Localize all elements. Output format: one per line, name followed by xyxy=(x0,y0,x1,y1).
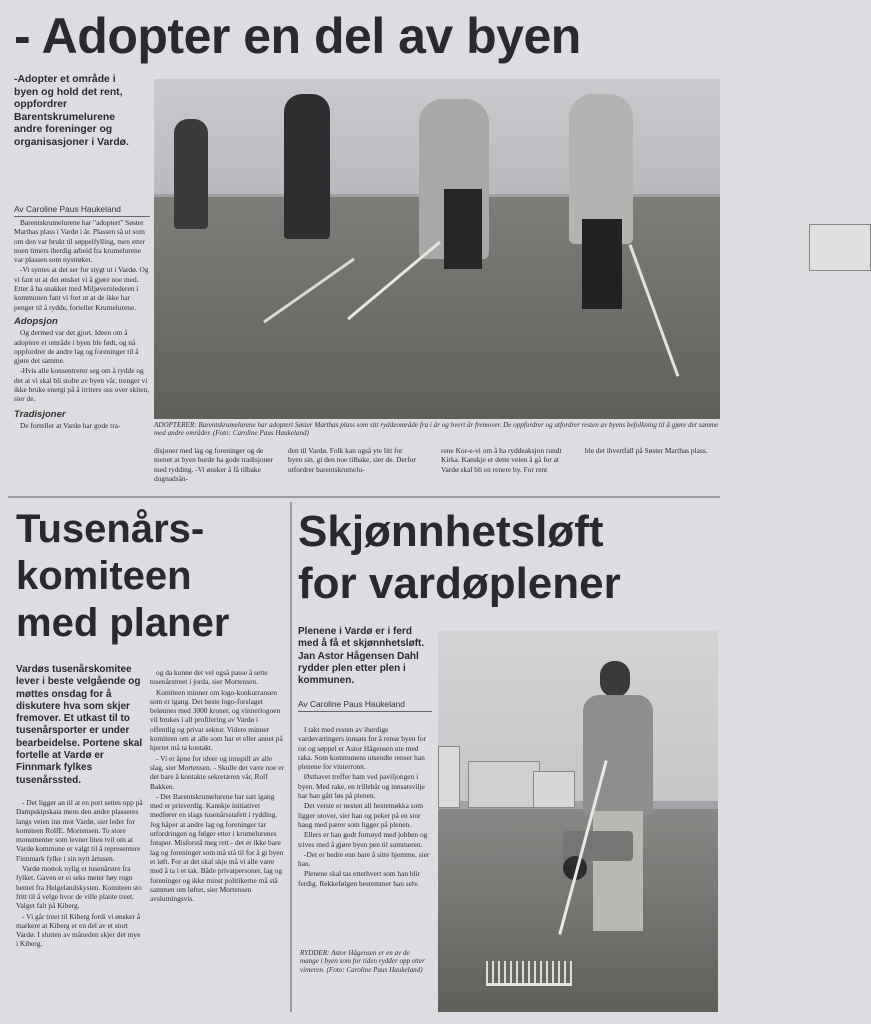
article2-paragraph: og da kunne det vel også passe å sette tusenårstreet i jorda, sier Mortensen. xyxy=(150,668,268,687)
article2-lead: Vardøs tusenårskomitee lever i beste velgående og møttes onsdag for å diskutere hva som skjer fremover. Et utkast til to tusenårsporter er under bearbeidelse. Portene skal fortelle at Vardø er Finnmark fylkes tusenårssted. xyxy=(16,664,143,786)
article1-paragraph: -Hvis alle konsentrerer seg om å rydde og det at vi skal bli stolte av byen vår, trenger vi ikke bruke energi på å irritere oss over skiten, sier de. xyxy=(14,366,150,404)
article2-paragraph: - Vi går treet til Kiberg fordi vi ønsker å markere at Kiberg er en del av et stort Vardø. I slutten av måneden skjer det mye i Kiberg, xyxy=(16,911,141,949)
article2-paragraph: - Det Barentskrumelurene har satt igang med er prisverdig. Kanskje initiativet medfører en slags tusenårsstafett i rydding. Jeg håper at andre lag og foreninger tar utfordringen og følger etter i krumelurenes fotspor. Misforstå meg rett - det er ikke bare lag og foreninger som må stå til for å gi byen et løft. For at det skal skje må vi alle være med å ta i et tak. Både privatpersoner, lag og foreninger og ikke minst politikerne må stå sammen om løftet, sier Mortensen avslutningsvis. xyxy=(150,791,284,904)
article3-byline: Av Caroline Paus Haukeland xyxy=(298,699,432,712)
article1-byline: Av Caroline Paus Haukeland xyxy=(14,204,150,217)
article2-paragraph: - Det ligger an til at en port settes opp på Dampskipskaia mens den andre plasseres langs veien inn mot Vardø, sier leder for komiteen RolfE. Mortensen. To store monumenter som levner liten tvil om at Vardø kommune er valgt til å representere Finnmark fylke i sin nytt årtusen. xyxy=(16,798,143,863)
article1-paragraph: Barentskrumelurene har "adoptert" Søster Marthas plass i Vardø i år. Plassen så ut som om den var brukt til søppelfylling, men etter noen timers iherdig arbeid fra krumelurene var plassen som nystrøket. xyxy=(14,218,145,265)
article3-headline xyxy=(298,506,722,610)
article3-paragraph: Plenene skal tas etterhvert som han blir ferdig. Rekkefølgen bestemmer han selv. xyxy=(298,869,421,888)
article1-photo-caption: ADOPTERER: Barentskrumelurene har adoptert Søster Marthas plass som sitt ryddeområde fra i år og hvert år fremover. De oppfordrer og utfordrer resten av byens befolkning til å gjøre det samme med andre områder. (Foto: Caroline Paus Haukeland) xyxy=(154,421,719,438)
article2-column-2 xyxy=(150,668,284,1013)
article3-paragraph: -Det er bedre enn bare å sitte hjemme, sier han. xyxy=(298,849,430,869)
article2-paragraph: Komiteen minner om logo-konkurransen som er igang. Det beste logo-forslaget belønnes med 3000 kroner, og vinnerlogoen vil brukes i all profilering av Vardø i offentlig og privat sektor. Videre minner komiteen om at alle som har et eller annet på hjertet må ta kontakt. xyxy=(150,687,283,753)
article2-column-1 xyxy=(16,798,144,1004)
article1-subhead-adopsjon: Adopsjon xyxy=(14,315,58,327)
article2-headline-line: Tusenårs- xyxy=(16,507,205,551)
article2-paragraph: Vardø mottok nylig et tusenårstre fra fylket. Gaven er ei seks meter høy rogn hentet fra Helgelandskysten. Komiteen sto fritt til å velge hvor de ville plante treet. Valget falt på Kiberg. xyxy=(16,864,142,911)
article2-paragraph: - Vi er åpne for ideer og innspill av alle slag, sier Mortensen. - Skulle det være noe er det bare å kontakte sekretæren vår, Rolf Bakken. xyxy=(150,753,284,791)
article2-headline-line: komiteen xyxy=(16,554,192,598)
article1-column-3: den til Vardø. Folk kan også yte litt for byen sin, gi den noe tilbake, sier de. Derfor utfordrer barentskrumelu- xyxy=(288,446,416,474)
article2-headline-line: med planer xyxy=(16,601,230,645)
column-divider xyxy=(290,502,292,1012)
article3-lead: Plenene i Vardø er i ferd med å få et skjønnhetsløft. Jan Astor Hågensen Dahl rydder plen etter plen i kommunen. xyxy=(298,626,425,687)
article3-paragraph: Det verste er nesten all hestemøkka som ligger utover, sier han og peker på en stor haug med pærer som ligger på plenen. xyxy=(298,801,424,829)
article3-photo-caption: RYDDER: Astor Hågensen er en av de mange i byen som for tiden rydder opp etter vinteren. (Foto: Caroline Paus Haukeland) xyxy=(300,949,425,974)
article1-photo xyxy=(154,79,720,419)
article1-paragraph: De forteller at Vardø har gode tra- xyxy=(20,420,121,430)
article3-headline-line: for vardøplener xyxy=(298,559,621,608)
article1-headline: - Adopter en del av byen xyxy=(14,8,581,64)
article3-headline-line: Skjønnhetsløft xyxy=(298,507,604,556)
article3-paragraph: I takt med resten av iherdige vardøværingers innsats for å rense byen for rot og søppel er Astor Hågensen ute med raka. Som kommunens utsendte renser han plenene for vinterrotet. xyxy=(298,725,427,772)
article1-subhead-tradisjoner: Tradisjoner xyxy=(14,408,66,420)
section-divider xyxy=(8,496,720,498)
article1-column-1 xyxy=(14,218,150,490)
article1-lead: -Adopter et område i byen og hold det rent, oppfordrer Barentskrumelurene andre foreninger og organisasjoner i Vardø. xyxy=(14,74,129,148)
article3-paragraph: Ellers er han godt fornøyd med jobben og trives med å gjøre byen pen til sommeren. xyxy=(298,830,428,849)
article1-column-4: rene Kor-e-vi om å ha ryddeaksjon rundt Kirka. Kanskje er dette veien å gå for at Vardø skal bli en renere by. For rent xyxy=(441,446,562,474)
article1-paragraph: Og dermed var det gjort. Ideen om å adoptere et område i byen ble født, og nå oppfordrer de andre lag og foreninger til å gjøre det samme. xyxy=(14,328,139,366)
article1-paragraph: -Vi syntes at det ser for stygt ut i Vardø. Og vi fant ut at det ønsket vi å gjøre noe med. Etter å ha snakket med Miljøvernlederen i kommunen fant vi fort ut at de ikke har penger til å rydde, forteller Krumelurene. xyxy=(14,265,149,312)
article1-column-2: disjoner med lag og foreninger og de mener at byen burde ha gode tradisjoner med rydding. -Vi ønsker å få tilbake dugnadsån- xyxy=(154,446,274,483)
article3-paragraph: Østhavet treffer ham ved paviljongen i byen. Med rake, en trillebår og innsatsvilje har han gått løs på plenen. xyxy=(298,772,425,801)
article2-headline xyxy=(16,506,286,647)
article1-column-5: ble det ihvertfall på Søster Marthas plass. xyxy=(585,446,708,455)
